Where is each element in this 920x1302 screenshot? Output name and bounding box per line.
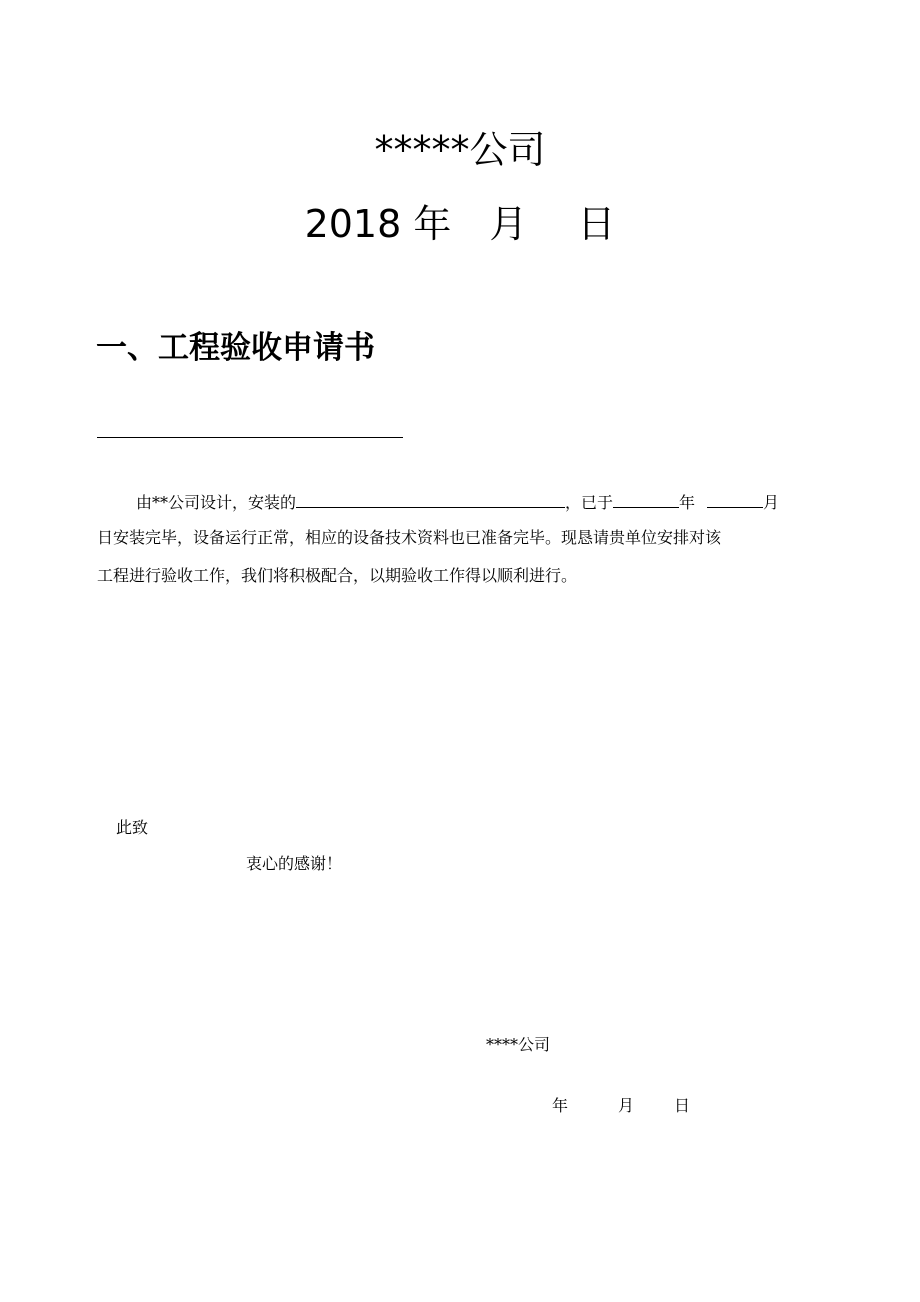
project-name-blank xyxy=(296,490,565,508)
salutation: 此致 xyxy=(116,818,149,837)
cover-company-title: *****公司 xyxy=(374,128,546,172)
thanks: 衷心的感谢！ xyxy=(246,854,343,873)
letter-prefix: 由**公司设计，安装的 xyxy=(136,493,297,512)
cover-date-month: 月 xyxy=(489,202,528,246)
cover-date-year: 2018 年 xyxy=(304,202,452,246)
signature-day-label: 日 xyxy=(674,1096,691,1115)
cover-date-day: 日 xyxy=(577,202,616,246)
year-blank xyxy=(613,490,679,508)
signature-year-label: 年 xyxy=(552,1096,569,1115)
cover-date xyxy=(0,196,920,252)
signature-date xyxy=(552,1094,690,1118)
letter-line-2: 日安装完毕，设备运行正常，相应的设备技术资料也已准备完毕。现恳请贵单位安排对该 xyxy=(97,528,722,547)
signature-month-label: 月 xyxy=(618,1096,635,1115)
signature-company: ****公司 xyxy=(486,1035,551,1054)
header-underline xyxy=(97,437,403,438)
section-heading: 一、工程验收申请书 xyxy=(96,330,375,366)
letter-mid: ，已于 xyxy=(565,493,614,512)
letter-line-3: 工程进行验收工作，我们将积极配合，以期验收工作得以顺利进行。 xyxy=(97,566,578,585)
letter-line-1 xyxy=(97,490,779,515)
letter-year-label: 年 xyxy=(679,493,696,512)
letter-month-label: 月 xyxy=(763,493,780,512)
month-blank xyxy=(707,490,763,508)
